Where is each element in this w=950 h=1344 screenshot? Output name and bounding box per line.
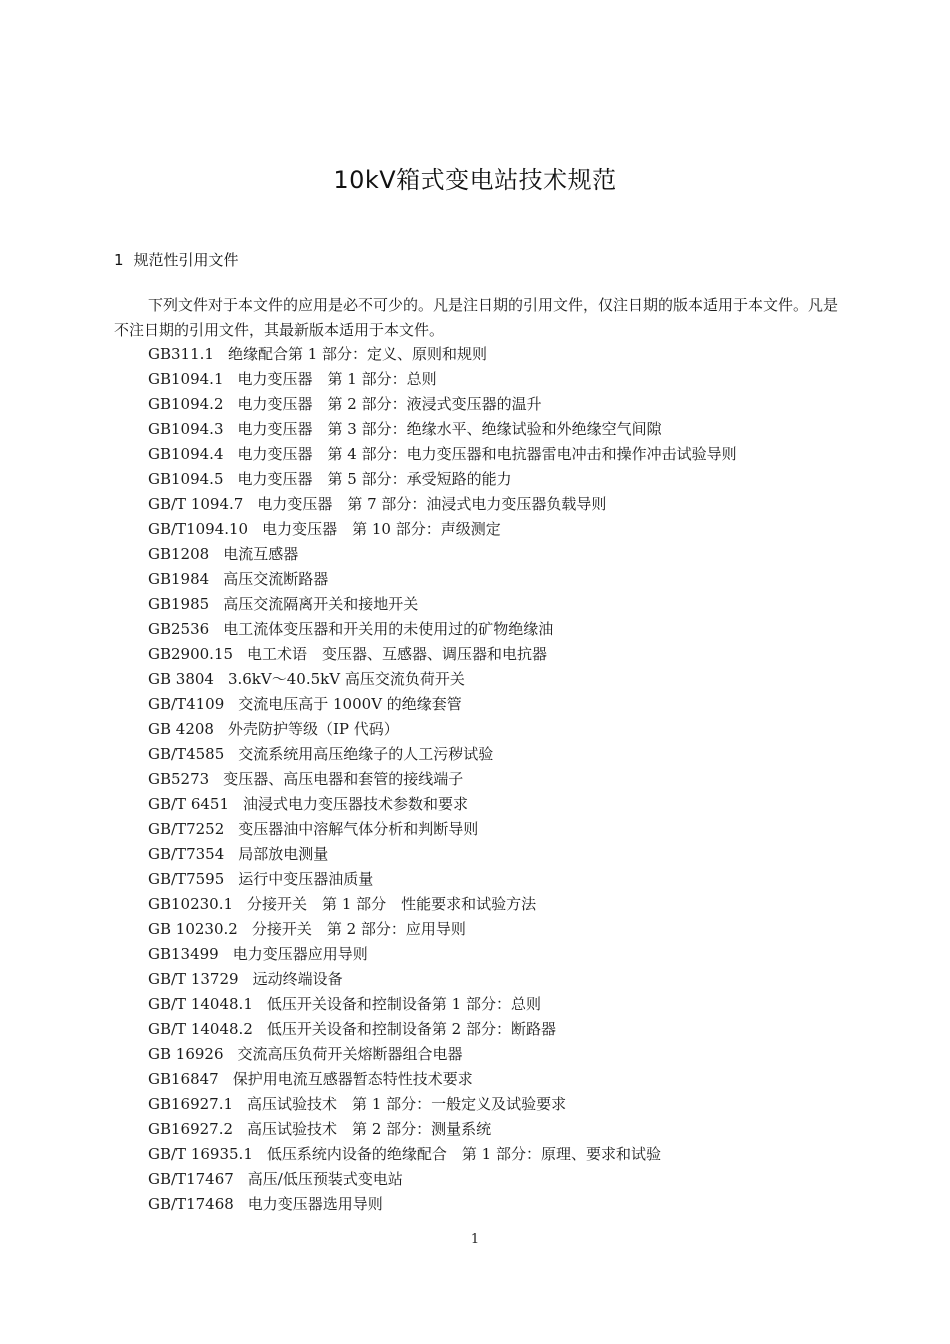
reference-code: GB2536	[148, 620, 210, 638]
reference-item	[148, 392, 737, 417]
reference-code: GB 10230.2	[148, 920, 238, 938]
reference-code: GB1094.2	[148, 395, 224, 413]
reference-code: GB16927.2	[148, 1120, 234, 1138]
reference-code: GB1984	[148, 570, 210, 588]
reference-title: 保护用电流互感器暂态特性技术要求	[232, 1070, 473, 1088]
reference-item	[148, 842, 737, 867]
reference-code: GB16847	[148, 1070, 219, 1088]
reference-code: GB1985	[148, 595, 210, 613]
reference-item	[148, 617, 737, 642]
reference-title: 高压试验技术 第 1 部分：一般定义及试验要求	[247, 1095, 567, 1113]
reference-title: 局部放电测量	[238, 845, 329, 863]
reference-title: 电力变压器选用导则	[247, 1195, 383, 1213]
reference-code: GB1094.4	[148, 445, 224, 463]
reference-title: 高压交流隔离开关和接地开关	[223, 595, 419, 613]
reference-title: 电力变压器应用导则	[232, 945, 368, 963]
reference-code: GB13499	[148, 945, 219, 963]
reference-title: 高压/低压预装式变电站	[247, 1170, 403, 1188]
reference-item	[148, 717, 737, 742]
reference-item	[148, 942, 737, 967]
section-heading	[114, 249, 239, 270]
reference-code: GB/T7595	[148, 870, 225, 888]
reference-title: 电流互感器	[223, 545, 299, 563]
reference-item	[148, 1042, 737, 1067]
reference-code: GB1094.3	[148, 420, 224, 438]
reference-title: 外壳防护等级（IP 代码）	[227, 720, 399, 738]
reference-code: GB/T7252	[148, 820, 225, 838]
reference-item	[148, 1167, 737, 1192]
reference-title: 绝缘配合第 1 部分：定义、原则和规则	[227, 345, 488, 363]
reference-title: 电力变压器 第 2 部分：液浸式变压器的温升	[237, 395, 542, 413]
reference-title: 远动终端设备	[252, 970, 343, 988]
reference-item	[148, 417, 737, 442]
reference-item	[148, 567, 737, 592]
reference-title: 低压系统内设备的绝缘配合 第 1 部分：原理、要求和试验	[266, 1145, 661, 1163]
reference-title: 3.6kV～40.5kV 高压交流负荷开关	[227, 670, 465, 688]
reference-item	[148, 892, 737, 917]
reference-item	[148, 667, 737, 692]
reference-title: 电力变压器 第 1 部分：总则	[237, 370, 437, 388]
reference-code: GB/T 14048.2	[148, 1020, 253, 1038]
reference-item	[148, 367, 737, 392]
reference-code: GB/T17468	[148, 1195, 234, 1213]
reference-item	[148, 767, 737, 792]
reference-code: GB/T7354	[148, 845, 225, 863]
reference-title: 电工流体变压器和开关用的未使用过的矿物绝缘油	[223, 620, 554, 638]
reference-item	[148, 1067, 737, 1092]
reference-title: 高压交流断路器	[223, 570, 329, 588]
reference-code: GB 4208	[148, 720, 214, 738]
reference-item	[148, 867, 737, 892]
reference-item	[148, 1192, 737, 1217]
reference-code: GB/T 13729	[148, 970, 239, 988]
reference-list	[148, 342, 737, 1217]
reference-code: GB1094.5	[148, 470, 224, 488]
reference-code: GB5273	[148, 770, 210, 788]
reference-item	[148, 792, 737, 817]
reference-code: GB 16926	[148, 1045, 224, 1063]
reference-item	[148, 1142, 737, 1167]
reference-item	[148, 742, 737, 767]
reference-code: GB/T1094.10	[148, 520, 249, 538]
document-title: 10kV箱式变电站技术规范	[333, 166, 617, 194]
reference-item	[148, 1117, 737, 1142]
reference-item	[148, 517, 737, 542]
reference-code: GB/T4109	[148, 695, 225, 713]
reference-item	[148, 342, 737, 367]
reference-item	[148, 1092, 737, 1117]
reference-code: GB16927.1	[148, 1095, 234, 1113]
reference-item	[148, 642, 737, 667]
reference-item	[148, 467, 737, 492]
reference-code: GB/T 16935.1	[148, 1145, 253, 1163]
reference-title: 变压器油中溶解气体分析和判断导则	[238, 820, 479, 838]
reference-title: 电力变压器 第 5 部分：承受短路的能力	[237, 470, 512, 488]
reference-title: 分接开关 第 1 部分 性能要求和试验方法	[247, 895, 537, 913]
section-title: 规范性引用文件	[133, 251, 239, 269]
page-number: 1	[470, 1232, 480, 1247]
reference-code: GB/T 14048.1	[148, 995, 253, 1013]
reference-item	[148, 492, 737, 517]
reference-title: 低压开关设备和控制设备第 2 部分：断路器	[266, 1020, 556, 1038]
reference-title: 电力变压器 第 7 部分：油浸式电力变压器负载导则	[257, 495, 607, 513]
reference-title: 油浸式电力变压器技术参数和要求	[243, 795, 469, 813]
reference-code: GB/T 1094.7	[148, 495, 244, 513]
reference-title: 高压试验技术 第 2 部分：测量系统	[247, 1120, 492, 1138]
reference-code: GB1208	[148, 545, 210, 563]
section-number: 1	[114, 251, 124, 269]
reference-title: 电力变压器 第 3 部分：绝缘水平、绝缘试验和外绝缘空气间隙	[237, 420, 662, 438]
reference-item	[148, 542, 737, 567]
reference-item	[148, 967, 737, 992]
reference-code: GB/T4585	[148, 745, 225, 763]
reference-item	[148, 1017, 737, 1042]
reference-item	[148, 992, 737, 1017]
reference-title: 交流高压负荷开关熔断器组合电器	[237, 1045, 463, 1063]
reference-title: 电力变压器 第 10 部分：声级测定	[262, 520, 501, 538]
reference-item	[148, 917, 737, 942]
reference-title: 分接开关 第 2 部分：应用导则	[251, 920, 466, 938]
reference-code: GB311.1	[148, 345, 214, 363]
reference-item	[148, 692, 737, 717]
reference-code: GB/T 6451	[148, 795, 230, 813]
reference-code: GB2900.15	[148, 645, 234, 663]
reference-item	[148, 817, 737, 842]
reference-title: 交流系统用高压绝缘子的人工污秽试验	[238, 745, 494, 763]
reference-title: 电力变压器 第 4 部分：电力变压器和电抗器雷电冲击和操作冲击试验导则	[237, 445, 737, 463]
reference-title: 变压器、高压电器和套管的接线端子	[223, 770, 464, 788]
reference-code: GB10230.1	[148, 895, 234, 913]
reference-title: 交流电压高于 1000V 的绝缘套管	[238, 695, 462, 713]
reference-title: 低压开关设备和控制设备第 1 部分：总则	[266, 995, 541, 1013]
intro-paragraph: 下列文件对于本文件的应用是必不可少的。凡是注日期的引用文件，仅注日期的版本适用于本文件。凡是不注日期的引用文件，其最新版本适用于本文件。	[114, 296, 839, 339]
reference-code: GB1094.1	[148, 370, 224, 388]
reference-item	[148, 442, 737, 467]
reference-code: GB 3804	[148, 670, 214, 688]
reference-item	[148, 592, 737, 617]
reference-title: 电工术语 变压器、互感器、调压器和电抗器	[247, 645, 548, 663]
reference-title: 运行中变压器油质量	[238, 870, 374, 888]
reference-code: GB/T17467	[148, 1170, 234, 1188]
